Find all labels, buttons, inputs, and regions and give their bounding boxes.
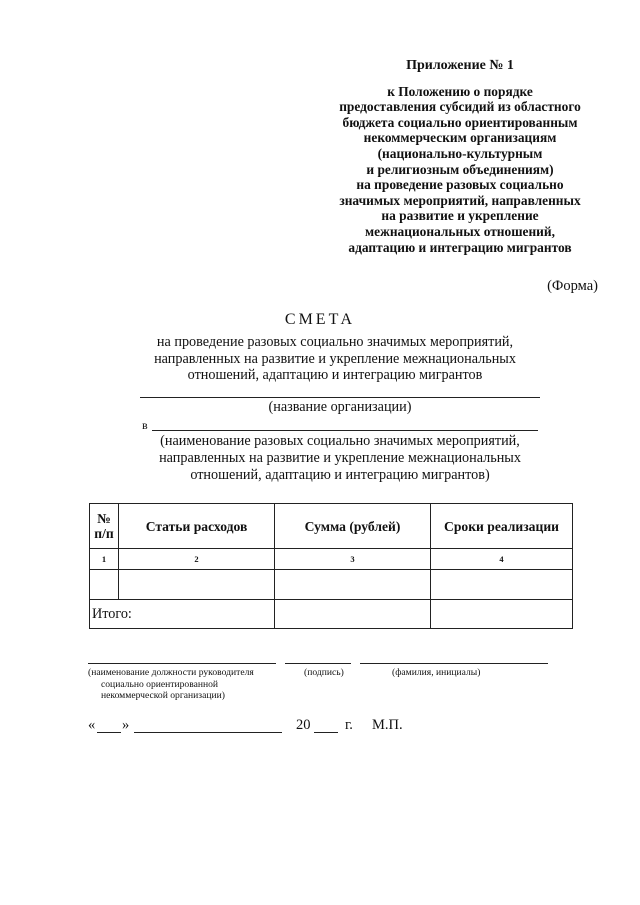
- stamp-label: М.П.: [372, 717, 403, 733]
- appendix-line: бюджета социально ориентированным: [342, 114, 578, 130]
- subtitle-line: на проведение разовых социально значимых мероприятий,: [156, 334, 514, 350]
- form-label: (Форма): [547, 278, 598, 294]
- table-number-row: [90, 549, 573, 570]
- appendix-line: значимых мероприятий, направленных: [339, 192, 581, 208]
- table-header-row: [90, 504, 573, 549]
- column-header-amount: Сумма (рублей): [275, 504, 431, 549]
- subtitle-line: отношений, адаптацию и интеграцию мигрантов: [187, 367, 483, 383]
- event-caption-line: отношений, адаптацию и интеграцию мигрантов): [190, 467, 490, 483]
- position-caption: [88, 667, 254, 702]
- appendix-line: на проведение разовых социально: [356, 177, 564, 193]
- appendix-line: предоставления субсидий из областного: [339, 99, 581, 115]
- document-subtitle: [100, 334, 570, 384]
- column-number-cell: 2: [119, 549, 275, 570]
- month-field[interactable]: [134, 732, 282, 733]
- table-cell[interactable]: [431, 570, 573, 600]
- organization-name-caption: (название организации): [268, 399, 412, 415]
- estimate-table: [89, 503, 573, 629]
- total-terms-cell[interactable]: [431, 600, 573, 629]
- column-header-terms: Сроки реализации: [431, 504, 573, 549]
- signature-caption: (подпись): [304, 667, 344, 678]
- position-caption-line: социально ориентированной: [101, 678, 219, 690]
- date-line: [88, 717, 588, 737]
- date-close-quote: »: [122, 717, 130, 733]
- name-caption: (фамилия, инициалы): [392, 667, 481, 678]
- event-caption-line: (наименование разовых социально значимых мероприятий,: [160, 433, 520, 449]
- event-name-caption: [120, 433, 560, 484]
- appendix-block: [310, 58, 610, 255]
- appendix-line: к Положению о порядке: [387, 83, 533, 99]
- table-cell[interactable]: [90, 570, 119, 600]
- signature-line[interactable]: [285, 663, 351, 664]
- total-amount-cell[interactable]: [275, 600, 431, 629]
- table-row: [90, 570, 573, 600]
- total-label: Итого:: [90, 600, 275, 629]
- position-caption-line: некоммерческой организации): [101, 690, 225, 701]
- position-caption-line: (наименование должности руководителя: [88, 667, 254, 678]
- appendix-line: и религиозным объединениям): [366, 161, 554, 177]
- appendix-line: некоммерческим организациям: [363, 130, 557, 146]
- table-cell[interactable]: [275, 570, 431, 600]
- column-header-number: № п/п: [90, 504, 119, 549]
- year-prefix: 20: [296, 717, 311, 733]
- appendix-line: межнациональных отношений,: [365, 223, 555, 239]
- subtitle-line: направленных на развитие и укрепление межнациональных: [154, 350, 516, 367]
- document-title: СМЕТА: [284, 311, 356, 328]
- name-line[interactable]: [360, 663, 548, 664]
- date-open-quote: «: [88, 717, 96, 733]
- column-header-expenses: Статьи расходов: [119, 504, 275, 549]
- column-number-cell: 3: [275, 549, 431, 570]
- organization-name-line[interactable]: [140, 397, 540, 398]
- column-number-cell: 4: [431, 549, 573, 570]
- position-line[interactable]: [88, 663, 276, 664]
- appendix-line: (национально-культурным: [377, 145, 543, 161]
- table-total-row: [90, 600, 573, 629]
- column-number-cell: 1: [90, 549, 119, 570]
- event-caption-line: направленных на развитие и укрепление межнациональных: [159, 450, 521, 466]
- appendix-line: адаптацию и интеграцию мигрантов: [348, 239, 572, 255]
- appendix-heading: Приложение № 1: [406, 58, 514, 73]
- table-cell[interactable]: [119, 570, 275, 600]
- day-field[interactable]: [97, 732, 121, 733]
- year-field[interactable]: [314, 732, 338, 733]
- event-name-line[interactable]: [152, 430, 538, 431]
- in-prefix: в: [142, 418, 148, 432]
- appendix-line: на развитие и укрепление: [381, 208, 539, 224]
- year-suffix: г.: [345, 717, 353, 733]
